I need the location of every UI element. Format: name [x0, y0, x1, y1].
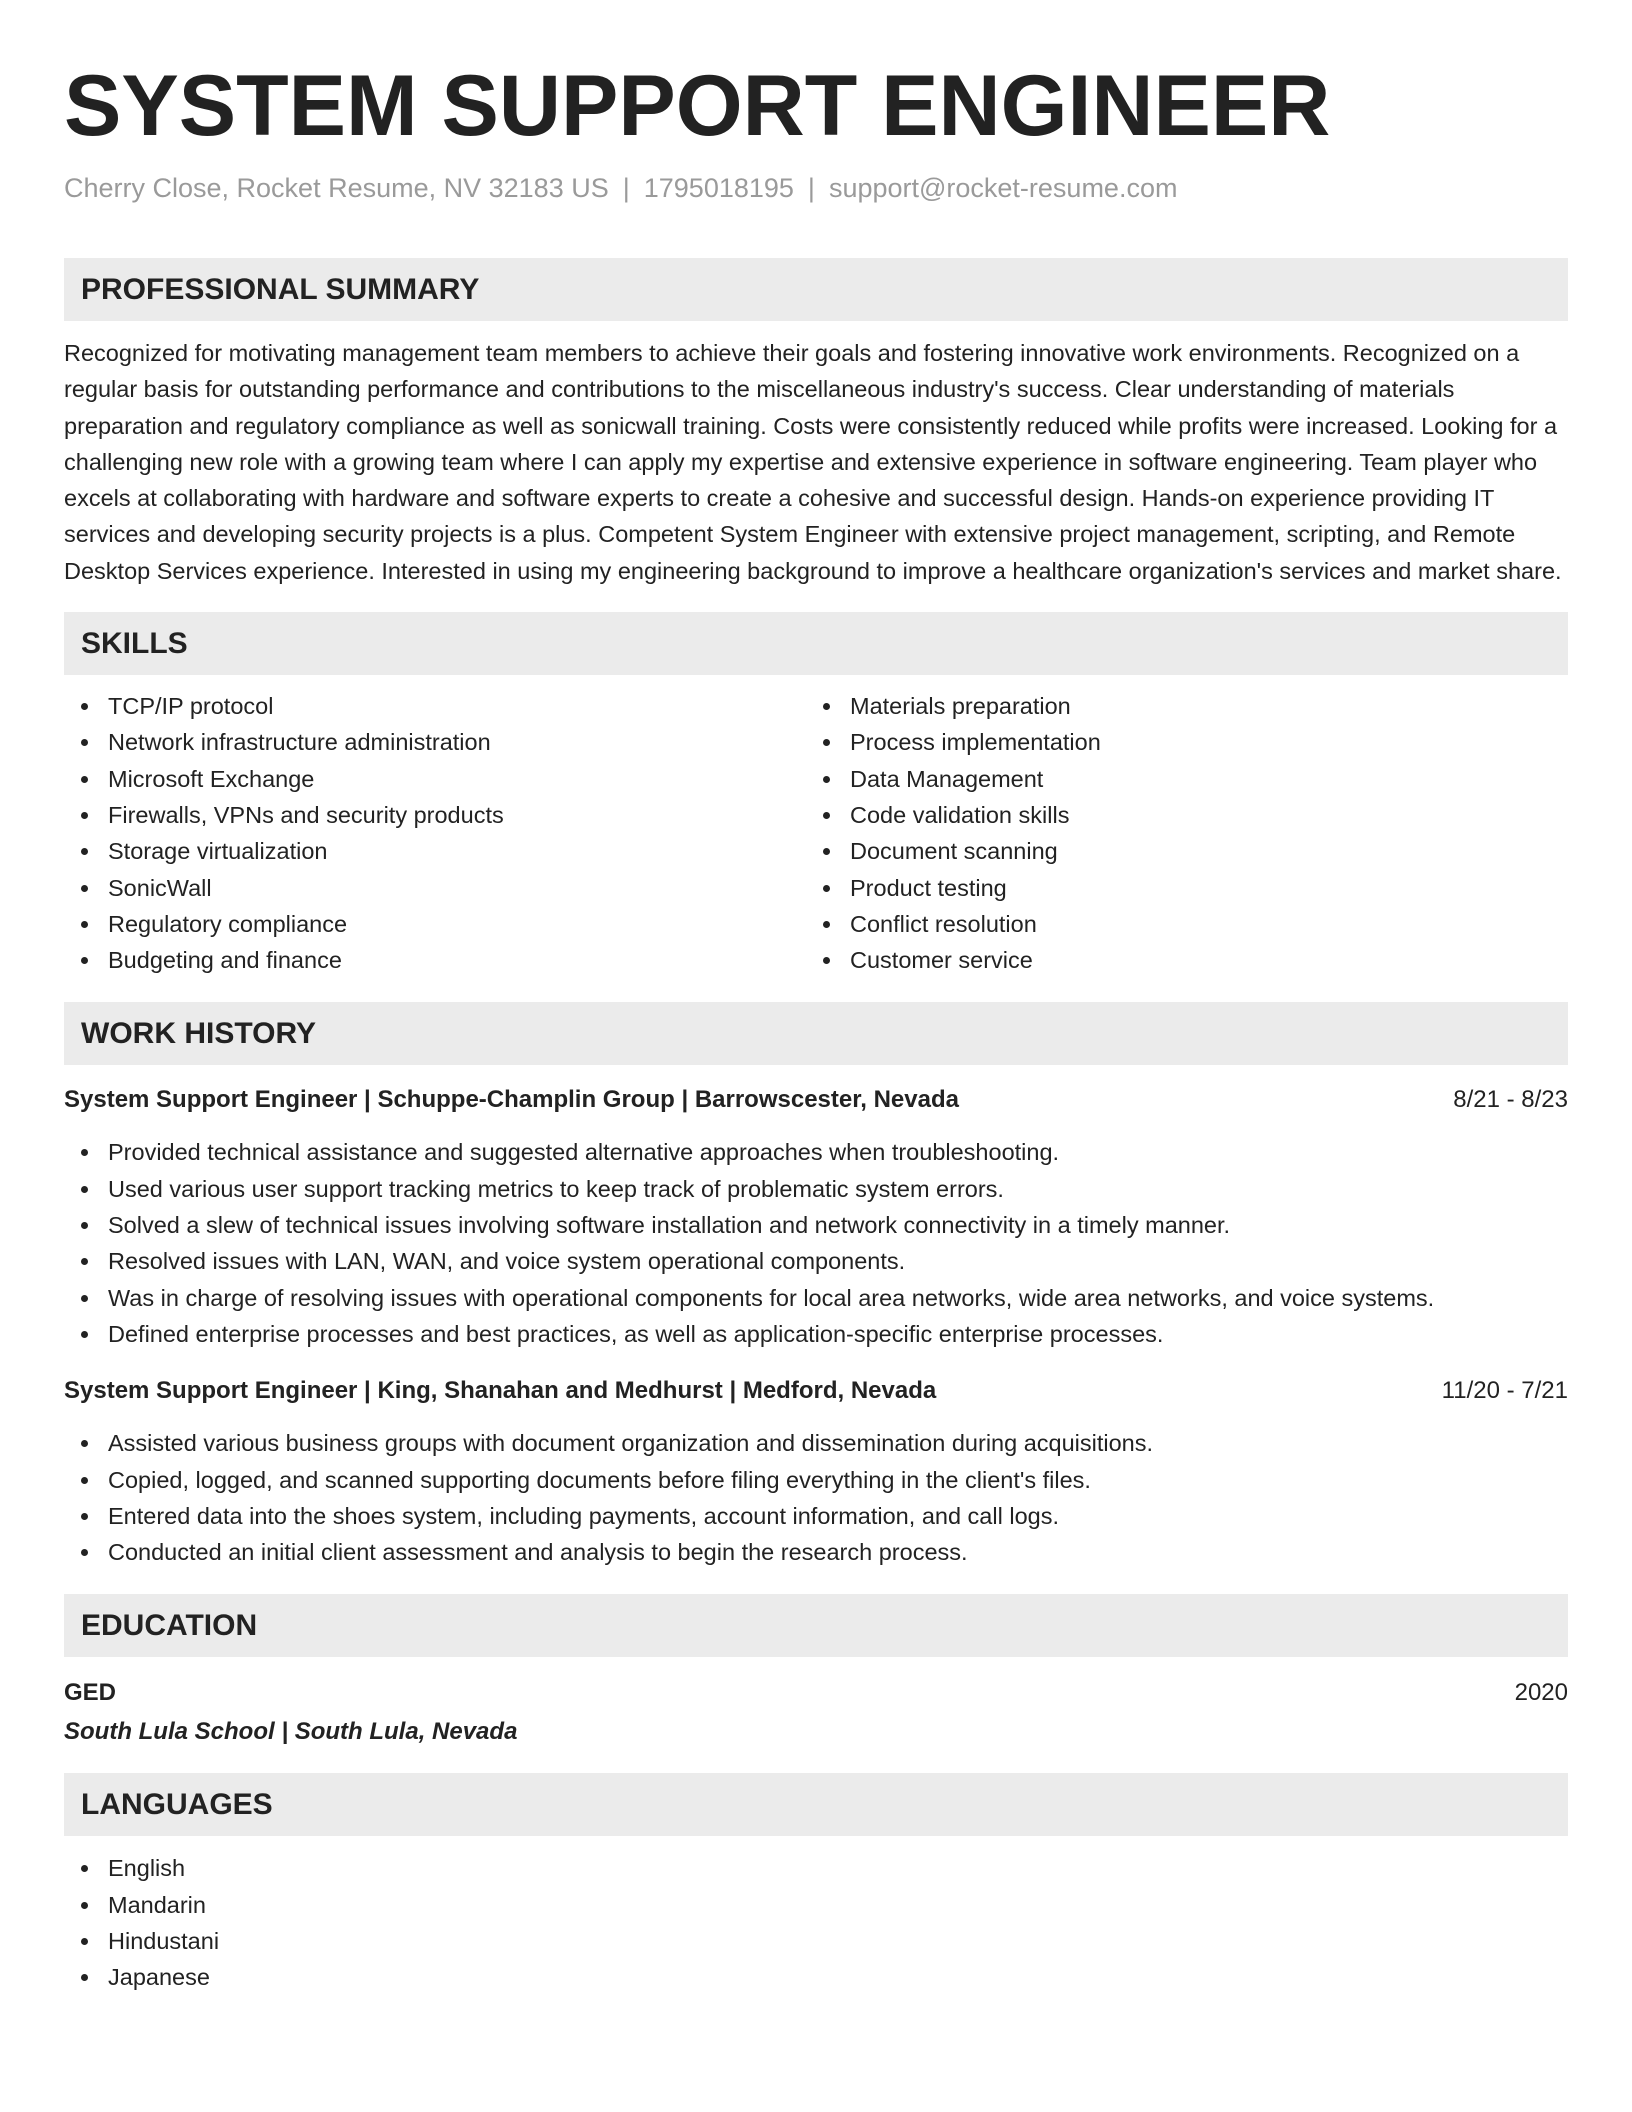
resume-page [64, 58, 1568, 1996]
skills-columns [64, 688, 1568, 978]
skill-item: Product testing [806, 870, 1548, 906]
education-header [64, 1675, 1568, 1711]
contact-separator: | [807, 173, 815, 203]
job-bullet: Copied, logged, and scanned supporting documents before filing everything in the client's files. [64, 1462, 1568, 1498]
section-heading-education: EDUCATION [64, 1594, 1568, 1657]
skill-item: Code validation skills [806, 797, 1548, 833]
job-dates: 11/20 - 7/21 [1441, 1377, 1568, 1405]
job-dates: 8/21 - 8/23 [1453, 1086, 1568, 1114]
language-item: Hindustani [64, 1923, 1568, 1959]
language-item: Japanese [64, 1959, 1568, 1995]
job-bullets [64, 1425, 1568, 1570]
job-bullet: Entered data into the shoes system, including payments, account information, and call logs. [64, 1498, 1568, 1534]
job-bullet: Conducted an initial client assessment and analysis to begin the research process. [64, 1534, 1568, 1570]
job-header [64, 1082, 1568, 1118]
skill-item: Document scanning [806, 833, 1548, 869]
section-heading-skills: SKILLS [64, 612, 1568, 675]
job-bullet: Provided technical assistance and suggested alternative approaches when troubleshooting. [64, 1134, 1568, 1170]
skill-item: Storage virtualization [64, 833, 806, 869]
skill-item: Process implementation [806, 724, 1548, 760]
candidate-name: SYSTEM SUPPORT ENGINEER [64, 58, 1331, 154]
skills-list-right [806, 688, 1548, 978]
job-bullet: Defined enterprise processes and best practices, as well as application-specific enterprise processes. [64, 1316, 1568, 1352]
section-heading-languages: LANGUAGES [64, 1773, 1568, 1836]
job-bullet: Was in charge of resolving issues with operational components for local area networks, wide area networks, and voice systems. [64, 1280, 1568, 1316]
skill-item: Data Management [806, 761, 1548, 797]
skill-item: Microsoft Exchange [64, 761, 806, 797]
education-degree: GED [64, 1679, 117, 1707]
contact-separator: | [622, 173, 630, 203]
skill-item: SonicWall [64, 870, 806, 906]
skill-item: TCP/IP protocol [64, 688, 806, 724]
contact-phone: 1795018195 [643, 173, 794, 203]
contact-email: support@rocket-resume.com [828, 173, 1178, 203]
languages-list [64, 1850, 1568, 1995]
section-heading-work-history: WORK HISTORY [64, 1002, 1568, 1065]
job-bullet: Solved a slew of technical issues involving software installation and network connectivity in a timely manner. [64, 1207, 1568, 1243]
job-bullets [64, 1134, 1568, 1352]
job-title: System Support Engineer | Schuppe-Champlin Group | Barrowscester, Nevada [64, 1086, 959, 1114]
job-header [64, 1373, 1568, 1409]
job-title: System Support Engineer | King, Shanahan and Medhurst | Medford, Nevada [64, 1377, 937, 1405]
language-item: Mandarin [64, 1887, 1568, 1923]
skill-item: Regulatory compliance [64, 906, 806, 942]
education-year: 2020 [1514, 1679, 1568, 1707]
contact-address: Cherry Close, Rocket Resume, NV 32183 US [64, 173, 609, 203]
contact-line [64, 170, 1568, 206]
summary-text: Recognized for motivating management team members to achieve their goals and fostering innovative work environments. Recognized on a regular basis for outstanding performance and contributions to the miscellaneous industry's success. Clear understanding of materials preparation and regulatory compliance as well as sonicwall training. Costs were consistently reduced while profits were increased. Looking for a challenging new role with a growing team where I can apply my expertise and extensive experience in software engineering. Team player who excels at collaborating with hardware and software experts to create a cohesive and successful design. Hands-on experience providing IT services and developing security projects is a plus. Competent System Engineer with extensive project management, scripting, and Remote Desktop Services experience. Interested in using my engineering background to improve a healthcare organization's services and market share. [64, 340, 1562, 584]
language-item: English [64, 1850, 1568, 1886]
education-school: South Lula School | South Lula, Nevada [64, 1718, 518, 1746]
job-bullet: Used various user support tracking metrics to keep track of problematic system errors. [64, 1171, 1568, 1207]
skill-item: Conflict resolution [806, 906, 1548, 942]
job-bullet: Resolved issues with LAN, WAN, and voice system operational components. [64, 1243, 1568, 1279]
job-bullet: Assisted various business groups with document organization and dissemination during acquisitions. [64, 1425, 1568, 1461]
skill-item: Materials preparation [806, 688, 1548, 724]
skill-item: Network infrastructure administration [64, 724, 806, 760]
section-heading-summary: PROFESSIONAL SUMMARY [64, 258, 1568, 321]
skill-item: Budgeting and finance [64, 942, 806, 978]
skill-item: Customer service [806, 942, 1548, 978]
skill-item: Firewalls, VPNs and security products [64, 797, 806, 833]
skills-list-left [64, 688, 806, 978]
